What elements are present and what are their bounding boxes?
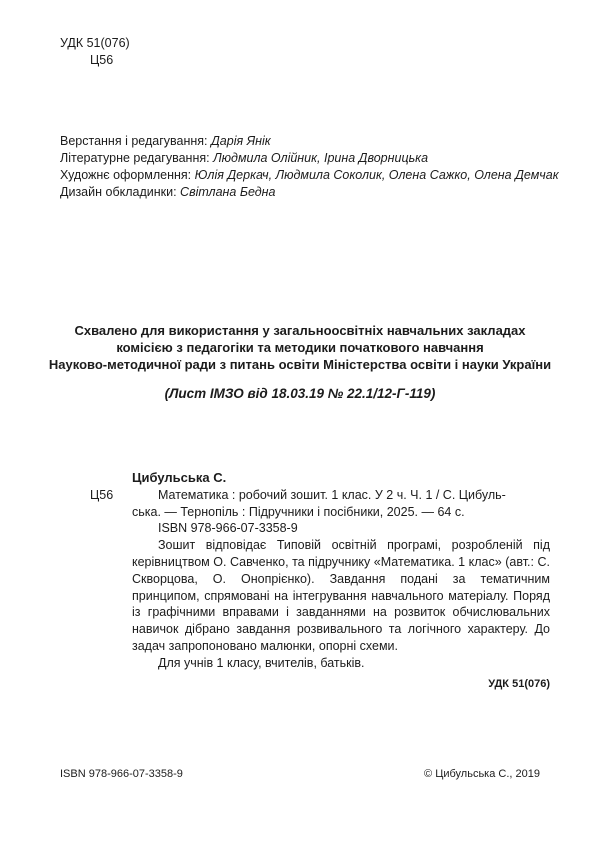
approval-line: Схвалено для використання у загальноосвітніх навчальних закладах [74,323,526,338]
author-heading: Цибульська С. [132,470,227,485]
cutter-mark: Ц56 [90,487,114,502]
title-line: Математика : робочий зошит. 1 клас. У 2 ч. Ч. 1 / С. Цибуль- [158,487,506,502]
credit-label: Верстання і редагування: [60,134,211,148]
title-line: ська. — Тернопіль : Підручники і посібники, 2025. — 64 с. [132,504,465,519]
title-row [90,487,550,504]
credit-line [60,133,559,150]
cutter-code: Ц56 [90,53,114,67]
credit-value: Світлана Бедна [180,185,276,199]
footer-copyright: © Цибульська С., 2019 [424,768,540,780]
approval-line: комісією з педагогіки та методики початкового навчання [116,340,484,355]
credit-label: Літературне редагування: [60,151,214,165]
credit-line [60,167,559,184]
credits-block [60,133,559,201]
credit-value: Людмила Олійник, Ірина Дворницька [213,151,429,165]
isbn-line: ISBN 978-966-07-3358-9 [158,521,298,536]
annotation-text: Зошит відповідає Типовій освітній програмі, розробленій під керівництвом О. Савченко, та підручнику «Математика. 1 клас» (авт.: С. Скворцова, О. Онопрієнко). Завдання подані за тематичним принципом, спрямовані на інтегрування навчального матеріалу. Поряд із графічними вправами і завданнями на розвиток обчислювальних навичок дібрано завдання розвивального та логічного характеру. До задач запропоновано малюнки, опорні схеми. [132,538,550,653]
bibliographic-record [90,470,550,692]
audience-text: Для учнів 1 класу, вчителів, батьків. [158,655,365,670]
udk-bottom: УДК 51(076) [488,677,550,690]
credit-value: Юлія Деркач, Людмила Соколик, Олена Сажко, Олена Демчак [194,168,559,182]
approval-letter: (Лист ІМЗО від 18.03.19 № 22.1/12-Г-119) [164,386,436,401]
credit-label: Дизайн обкладинки: [60,185,181,199]
udk-code: УДК 51(076) [60,36,130,50]
credit-line [60,184,559,201]
approval-line: Науково-методичної ради з питань освіти Міністерства освіти і науки України [48,357,552,372]
footer-isbn: ISBN 978-966-07-3358-9 [60,768,183,780]
approval-statement [0,322,600,373]
annotation-block [132,537,550,692]
credit-label: Художнє оформлення: [60,168,195,182]
udk-header [60,35,130,69]
credit-value: Дарія Янік [210,134,271,148]
credit-line [60,150,559,167]
